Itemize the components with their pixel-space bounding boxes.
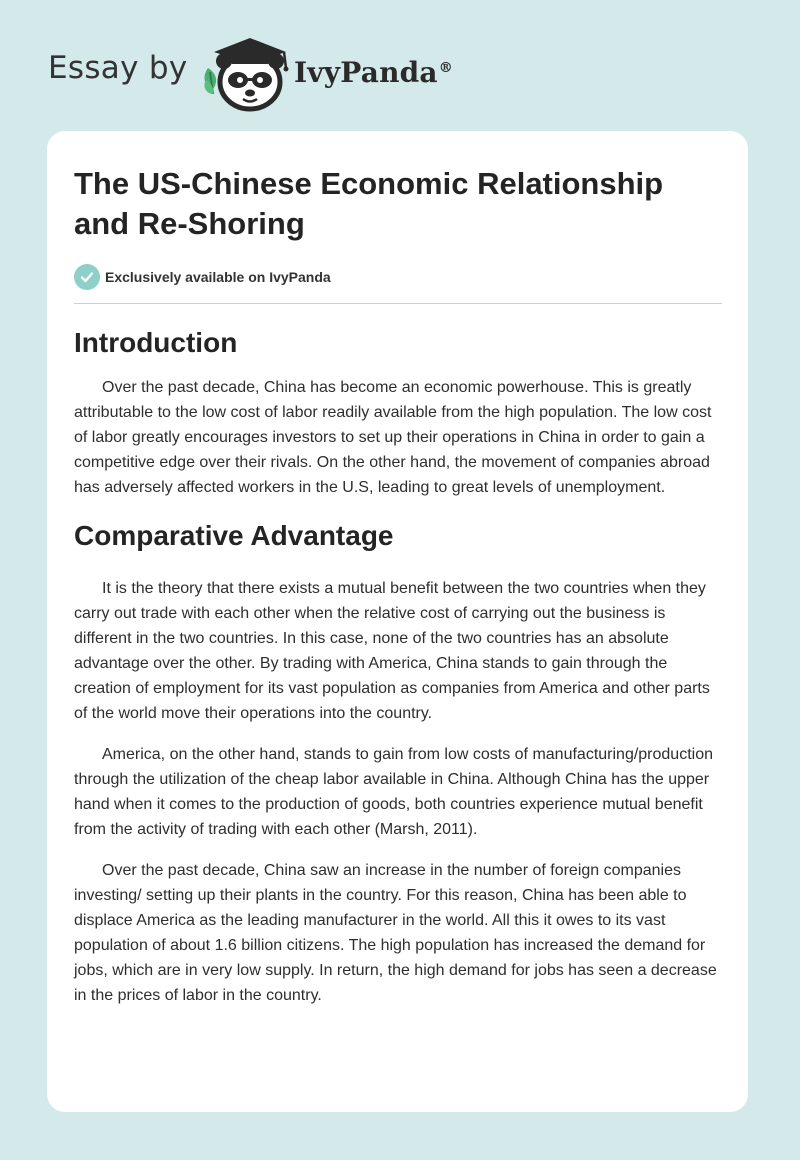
paragraph: Over the past decade, China saw an increase in the number of foreign companies investing/ setting up their plants in the country. For this reason, China has been able to displace America as the leading manufacturer in the world. All this it owes to its vast population of about 1.6 billion citizens. The high population has increased the demand for jobs, which are in very low supply. In return, the high demand for jobs has seen a decrease in the prices of labor in the country.	[74, 862, 717, 1004]
section-introduction	[74, 321, 724, 500]
section-heading: Introduction	[74, 327, 238, 358]
paragraph: Over the past decade, China has become an economic powerhouse. This is greatly attributable to the low cost of labor readily available from the high population. The low cost of labor greatly encourages investors to set up their operations in China in order to gain a competitive edge over their rivals. On the other hand, the movement of companies abroad has adversely affected workers in the U.S, leading to great levels of unemployment.	[74, 379, 712, 496]
check-icon	[74, 264, 100, 290]
ivypanda-logo[interactable]	[200, 34, 470, 114]
registered-mark: ®	[438, 59, 453, 76]
essay-card	[47, 131, 748, 1112]
paragraph: It is the theory that there exists a mutual benefit between the two countries when they carry out trade with each other when the relative cost of carrying out the business is different in the two countries. In this case, none of the two countries has an absolute advantage over the other. By trading with America, China stands to gain through the creation of employment for its vast population as companies from America and other parts of the world move their operations into the country.	[74, 580, 710, 722]
site-header	[0, 0, 800, 118]
section-comparative-advantage	[74, 514, 724, 1008]
panda-mascot-icon	[200, 34, 292, 114]
section-heading: Comparative Advantage	[74, 520, 394, 551]
paragraph: America, on the other hand, stands to gain from low costs of manufacturing/production through the utilization of the cheap labor available in China. Although China has the upper hand when it comes to the production of goods, both countries experience mutual benefit from the activity of trading with each other (Marsh, 2011).	[74, 746, 713, 838]
exclusive-badge-text: Exclusively available on IvyPanda	[105, 269, 331, 285]
essay-body	[74, 321, 724, 1024]
title-divider	[74, 303, 722, 304]
brand-name	[294, 56, 453, 89]
brand-text: IvyPanda	[294, 56, 438, 89]
essay-title: The US-Chinese Economic Relationship and Re-Shoring	[74, 166, 664, 241]
exclusive-badge	[74, 264, 331, 290]
essay-by-label: Essay by	[48, 50, 188, 86]
